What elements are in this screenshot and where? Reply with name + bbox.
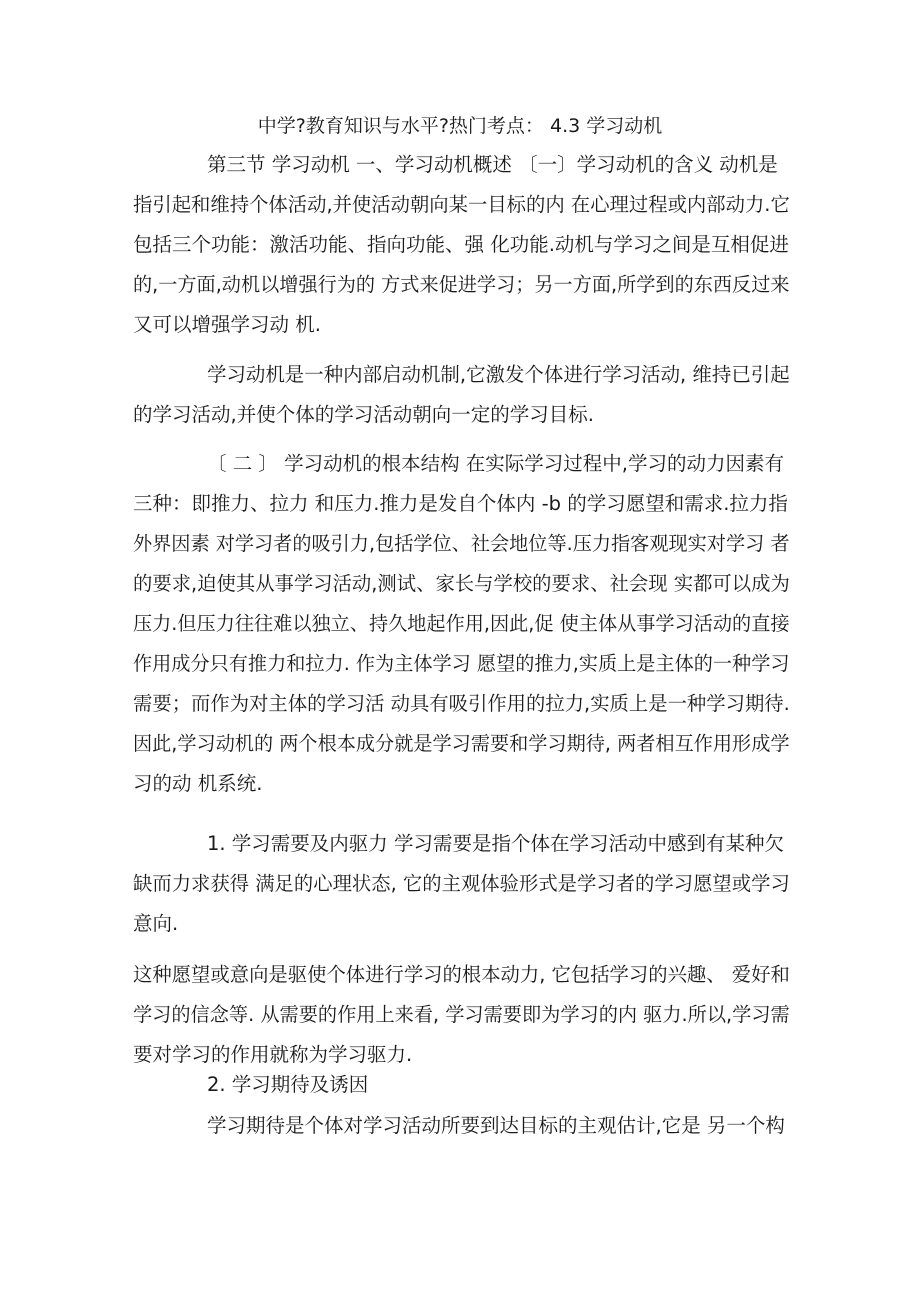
text-line: 指引起和维持个体活动,并使活动朝向某一目标的内 在心理过程或内部动力.它 bbox=[133, 193, 790, 216]
text-line: 的学习活动,并使个体的学习活动朝向一定的学习目标. bbox=[133, 403, 594, 426]
text-line: 学习期待是个体对学习活动所要到达目标的主观估计,它是 另一个构 bbox=[207, 1114, 785, 1137]
text-line: 的,一方面,动机以增强行为的 方式来促进学习；另一方面,所学到的东西反过来 bbox=[133, 273, 790, 296]
document-title: 中学?教育知识与水平?热门考点： 4.3 学习动机 bbox=[257, 115, 663, 137]
text-line: 三种：即推力、拉力 和压力.推力是发自个体内 -b 的学习愿望和需求.拉力指 bbox=[133, 492, 788, 515]
text-line: 〔 二 〕 学习动机的根本结构 在实际学习过程中,学习的动力因素有 bbox=[207, 452, 784, 475]
text-line: 又可以增强学习动 机. bbox=[133, 313, 321, 336]
text-line: 这种愿望或意向是驱使个体进行学习的根本动力, 它包括学习的兴趣、 爱好和 bbox=[133, 963, 790, 986]
text-line: 需要；而作为对主体的学习活 动具有吸引作用的拉力,实质上是一种学习期待. bbox=[133, 692, 790, 715]
text-line: 的要求,迫使其从事学习活动,测试、家长与学校的要求、社会现 实都可以成为 bbox=[133, 572, 790, 595]
text-line: 因此,学习动机的 两个根本成分就是学习需要和学习期待, 两者相互作用形成学 bbox=[133, 732, 790, 755]
text-line: 2. 学习期待及诱因 bbox=[207, 1073, 369, 1096]
text-line: 学习的信念等. 从需要的作用上来看, 学习需要即为学习的内 驱力.所以,学习需 bbox=[133, 1003, 790, 1026]
text-line: 学习动机是一种内部启动机制,它激发个体进行学习活动, 维持已引起 bbox=[207, 363, 790, 386]
text-line: 第三节 学习动机 一、学习动机概述 〔一〕学习动机的含义 动机是 bbox=[207, 153, 778, 176]
text-line: 要对学习的作用就称为学习驱力. bbox=[133, 1043, 413, 1066]
text-line: 包括三个功能：激活功能、指向功能、强 化功能.动机与学习之间是互相促进 bbox=[133, 233, 789, 256]
text-line: 意向. bbox=[133, 912, 179, 935]
text-line: 压力.但压力往往难以独立、持久地起作用,因此,促 使主体从事学习活动的直接 bbox=[133, 612, 790, 635]
text-line: 缺而力求获得 满足的心理状态, 它的主观体验形式是学习者的学习愿望或学习 bbox=[133, 872, 790, 895]
text-line: 习的动 机系统. bbox=[133, 772, 263, 795]
text-line: 外界因素 对学习者的吸引力,包括学位、社会地位等.压力指客观现实对学习 者 bbox=[133, 532, 790, 555]
text-line: 1. 学习需要及内驱力 学习需要是指个体在学习活动中感到有某种欠 bbox=[207, 832, 785, 855]
text-line: 作用成分只有推力和拉力. 作为主体学习 愿望的推力,实质上是主体的一种学习 bbox=[133, 652, 790, 675]
